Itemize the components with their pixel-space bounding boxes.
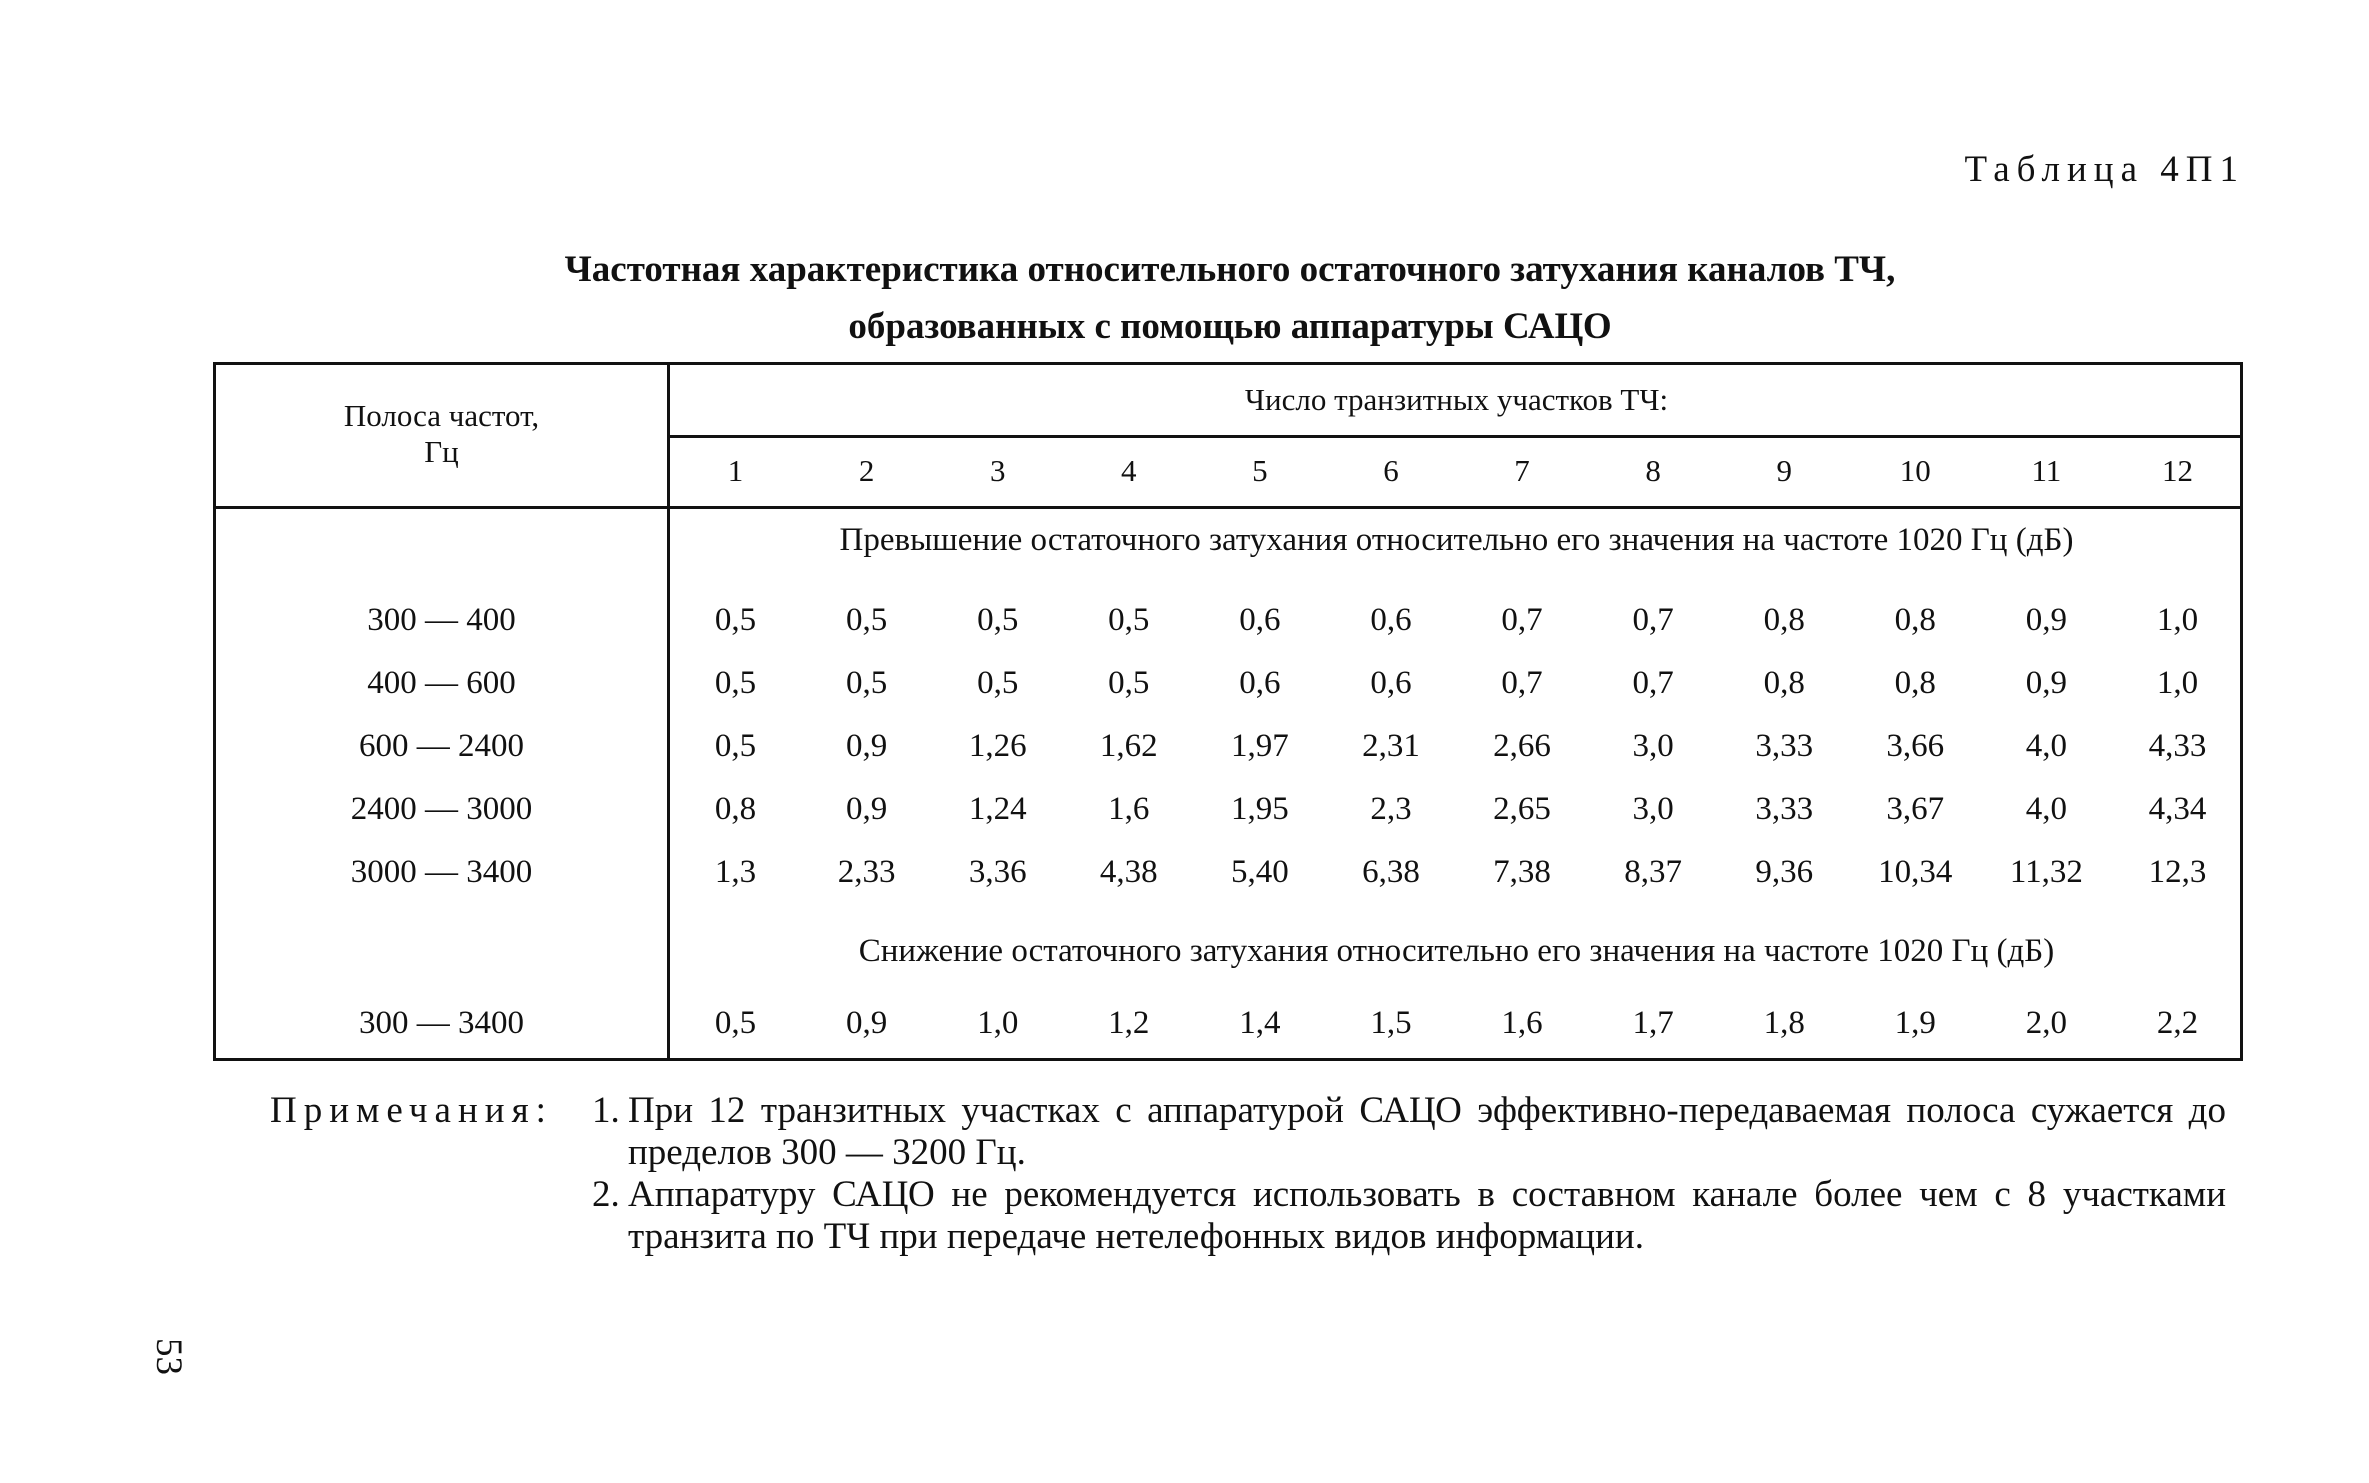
table-title-line-1: Частотная характеристика относительного остаточного затухания каналов ТЧ, <box>564 249 1896 290</box>
table-cell: 1,0 <box>977 1005 1019 1041</box>
frequency-band: 3000 — 3400 <box>350 854 533 890</box>
table-cell: 1,6 <box>1501 1005 1543 1041</box>
header-subdivider <box>670 435 2243 438</box>
transit-number-10: 10 <box>1899 453 1931 488</box>
table-cell: 4,0 <box>2025 791 2067 827</box>
table-cell: 2,31 <box>1362 728 1420 764</box>
table-cell: 0,6 <box>1239 665 1281 701</box>
table-cell: 1,2 <box>1108 1005 1150 1041</box>
table-cell: 1,4 <box>1239 1005 1281 1041</box>
table-cell: 0,5 <box>714 728 757 764</box>
table-cell: 1,3 <box>714 854 757 890</box>
table-title-line-2: образованных с помощью аппаратуры САЦО <box>848 306 1612 347</box>
note-1-text: При 12 транзитных участках с аппаратурой САЦО эффективно-передаваемая полоса сужается до пределов 300 — 3200 Гц. <box>628 1090 2226 1173</box>
transit-number-5: 5 <box>1252 453 1268 488</box>
table-cell: 4,33 <box>2148 728 2207 764</box>
table-cell: 8,37 <box>1624 854 1682 890</box>
frequency-band: 300 — 3400 <box>359 1005 524 1041</box>
table-cell: 0,9 <box>2025 665 2067 701</box>
table-cell: 0,5 <box>714 1005 757 1041</box>
table-cell: 1,0 <box>2156 665 2199 701</box>
table-cell: 0,5 <box>845 602 888 638</box>
table-cell: 0,7 <box>1501 665 1543 701</box>
table-cell: 0,5 <box>977 665 1019 701</box>
frequency-band: 400 — 600 <box>367 665 516 701</box>
table-cell: 2,65 <box>1493 791 1551 827</box>
table-cell: 7,38 <box>1493 854 1551 890</box>
table-cell: 1,8 <box>1763 1005 1805 1041</box>
table-cell: 4,38 <box>1099 854 1158 890</box>
table-cell: 0,7 <box>1632 602 1674 638</box>
section-excess-title: Превышение остаточного затухания относительно его значения на частоте 1020 Гц (дБ) <box>839 522 2074 558</box>
table-cell: 0,7 <box>1632 665 1674 701</box>
table-cell: 3,33 <box>1755 791 1814 827</box>
table-cell: 1,24 <box>968 791 1027 827</box>
section-decrease-title: Снижение остаточного затухания относительно его значения на частоте 1020 Гц (дБ) <box>858 933 2055 969</box>
transit-number-2: 2 <box>858 453 875 488</box>
band-column-header-line-1: Полоса частот, <box>343 398 540 433</box>
transit-count-header: Число транзитных участков ТЧ: <box>1244 382 1669 417</box>
table-cell: 0,9 <box>845 1005 888 1041</box>
table-cell: 4,0 <box>2025 728 2067 764</box>
transit-number-3: 3 <box>989 453 1006 488</box>
band-column-header-line-2: Гц <box>424 434 459 469</box>
note-2-number: 2. <box>592 1174 620 1215</box>
frequency-band: 600 — 2400 <box>359 728 524 764</box>
table-cell: 0,5 <box>714 665 757 701</box>
table-cell: 9,36 <box>1755 854 1814 890</box>
table-cell: 12,3 <box>2148 854 2207 890</box>
transit-number-8: 8 <box>1645 453 1661 488</box>
table-cell: 3,0 <box>1632 728 1674 764</box>
table-cell: 3,66 <box>1886 728 1945 764</box>
table-cell: 2,66 <box>1493 728 1551 764</box>
frequency-band: 300 — 400 <box>367 602 516 638</box>
note-2 <box>592 1174 2226 1258</box>
table-cell: 0,9 <box>2025 602 2067 638</box>
transit-number-9: 9 <box>1776 453 1792 488</box>
table-cell: 1,97 <box>1230 728 1289 764</box>
table-cell: 3,36 <box>968 854 1027 890</box>
table-cell: 1,26 <box>968 728 1027 764</box>
table-cell: 0,6 <box>1239 602 1281 638</box>
table-cell: 11,32 <box>2009 854 2083 890</box>
table-cell: 0,8 <box>1763 665 1805 701</box>
table-cell: 0,5 <box>1108 665 1150 701</box>
table-cell: 6,38 <box>1362 854 1420 890</box>
header-bottom-rule <box>213 506 2243 509</box>
table-cell: 0,5 <box>1108 602 1150 638</box>
note-2-text: Аппаратуру САЦО не рекомендуется использовать в составном канале более чем с 8 участками транзита по ТЧ при передаче нетелефонных видов информации. <box>628 1174 2226 1257</box>
frequency-band: 2400 — 3000 <box>350 791 533 827</box>
table-cell: 1,5 <box>1370 1005 1412 1041</box>
table-cell: 2,0 <box>2025 1005 2067 1041</box>
table-cell: 4,34 <box>2148 791 2207 827</box>
table-cell: 1,0 <box>2156 602 2199 638</box>
table-cell: 10,34 <box>1878 854 1953 890</box>
table-cell: 1,62 <box>1099 728 1158 764</box>
table-cell: 0,5 <box>714 602 757 638</box>
table-cell: 0,8 <box>1894 602 1936 638</box>
notes-label: Примечания: <box>270 1090 553 1131</box>
transit-number-4: 4 <box>1121 453 1137 488</box>
table-cell: 0,9 <box>845 728 888 764</box>
table-cell: 2,3 <box>1370 791 1412 827</box>
table-cell: 0,8 <box>714 791 757 827</box>
table-cell: 5,40 <box>1230 854 1289 890</box>
transit-number-12: 12 <box>2161 453 2193 488</box>
transit-number-7: 7 <box>1514 453 1530 488</box>
table-cell: 0,8 <box>1763 602 1805 638</box>
table-cell: 0,5 <box>845 665 888 701</box>
table-cell: 3,67 <box>1886 791 1945 827</box>
transit-number-1: 1 <box>727 453 744 488</box>
table-cell: 1,95 <box>1230 791 1289 827</box>
table-cell: 0,7 <box>1501 602 1543 638</box>
table-cell: 3,33 <box>1755 728 1814 764</box>
table-cell: 0,9 <box>845 791 888 827</box>
table-cell: 0,8 <box>1894 665 1936 701</box>
table-cell: 3,0 <box>1632 791 1674 827</box>
table-cell: 2,2 <box>2156 1005 2199 1041</box>
table-cell: 1,9 <box>1894 1005 1936 1041</box>
table-cell: 0,6 <box>1370 665 1412 701</box>
note-1-number: 1. <box>592 1090 620 1131</box>
transit-number-6: 6 <box>1383 453 1399 488</box>
page-number: 53 <box>148 1338 189 1375</box>
table-label: Таблица 4П1 <box>1964 149 2245 190</box>
table-cell: 0,5 <box>977 602 1019 638</box>
note-1 <box>592 1090 2226 1174</box>
transit-number-11: 11 <box>2031 453 2062 488</box>
table-cell: 0,6 <box>1370 602 1412 638</box>
table-cell: 2,33 <box>837 854 896 890</box>
table-cell: 1,7 <box>1632 1005 1674 1041</box>
table-cell: 1,6 <box>1108 791 1150 827</box>
